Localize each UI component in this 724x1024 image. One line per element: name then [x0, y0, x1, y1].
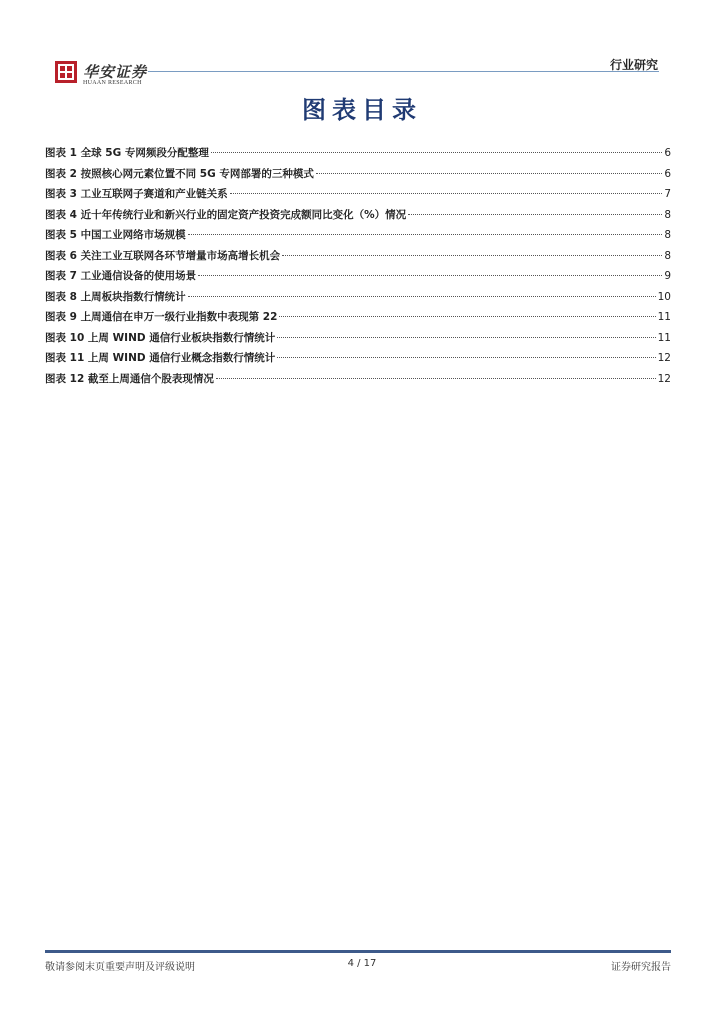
toc-entry-page: 10: [657, 290, 671, 303]
toc-entry[interactable]: [45, 207, 671, 228]
logo-chinese-text: 华安证券: [83, 63, 148, 81]
footer-divider: [45, 950, 671, 953]
toc-entry-page: 11: [657, 311, 671, 323]
toc-entry[interactable]: [45, 350, 671, 371]
toc-leader-dots: [316, 173, 662, 174]
toc-entry-page: 12: [657, 352, 671, 364]
toc-entry[interactable]: [45, 371, 671, 392]
toc-leader-dots: [188, 234, 663, 235]
toc-entry[interactable]: [45, 227, 671, 248]
toc-leader-dots: [230, 193, 663, 194]
toc-leader-dots: [198, 275, 662, 276]
header-divider: [148, 71, 659, 72]
toc-entry-label: 图表 10 上周 WIND 通信行业板块指数行情统计: [45, 331, 276, 344]
toc-entry-label: 图表 2 按照核心网元素位置不同 5G 专网部署的三种模式: [45, 167, 314, 180]
toc-entry-label: 图表 8 上周板块指数行情统计: [45, 290, 186, 303]
logo-english-text: HUAAN RESEARCH: [83, 80, 142, 86]
toc-entry-label: 图表 1 全球 5G 专网频段分配整理: [45, 147, 209, 159]
toc-entry-page: 6: [664, 167, 671, 180]
toc-entry[interactable]: [45, 186, 671, 207]
toc-entry-page: 8: [664, 208, 671, 221]
toc-entry-page: 8: [664, 249, 671, 262]
toc-leader-dots: [188, 296, 656, 297]
toc-leader-dots: [277, 357, 655, 358]
footer-report-type: 证券研究报告: [611, 962, 671, 973]
toc-leader-dots: [277, 337, 655, 338]
toc-leader-dots: [216, 378, 656, 379]
toc-entry[interactable]: [45, 289, 671, 310]
toc-entry[interactable]: [45, 330, 671, 351]
toc-entry-page: 8: [664, 229, 671, 241]
section-label: 行业研究: [609, 58, 658, 72]
toc-leader-dots: [211, 152, 662, 153]
toc-leader-dots: [408, 214, 662, 215]
logo-seal-icon: [55, 61, 77, 83]
toc-entry-page: 11: [657, 331, 671, 344]
toc-entry-label: 图表 5 中国工业网络市场规模: [45, 229, 186, 241]
toc-entry-label: 图表 6 关注工业互联网各环节增量市场高增长机会: [45, 249, 281, 262]
toc-entry[interactable]: [45, 145, 671, 166]
toc-entry[interactable]: [45, 268, 671, 289]
footer-disclaimer: 敬请参阅末页重要声明及评级说明: [45, 962, 195, 973]
toc-entry-label: 图表 11 上周 WIND 通信行业概念指数行情统计: [45, 352, 276, 364]
toc-entry[interactable]: [45, 166, 671, 187]
toc-entry-page: 12: [657, 372, 671, 385]
toc-entry-page: 9: [664, 270, 671, 282]
toc-entry-label: 图表 7 工业通信设备的使用场景: [45, 270, 197, 282]
footer-page-number: 4 / 17: [347, 958, 377, 969]
toc-entry-label: 图表 4 近十年传统行业和新兴行业的固定资产投资完成额同比变化（%）情况: [45, 208, 407, 221]
page-title: 图表目录: [302, 96, 422, 124]
toc-entry-page: 6: [664, 147, 671, 159]
toc-leader-dots: [279, 316, 655, 317]
company-logo: [55, 61, 151, 89]
toc-entry[interactable]: [45, 248, 671, 269]
toc-list: [45, 145, 671, 391]
toc-leader-dots: [282, 255, 662, 256]
toc-entry-label: 图表 12 截至上周通信个股表现情况: [45, 372, 214, 385]
toc-entry[interactable]: [45, 309, 671, 330]
toc-entry-label: 图表 3 工业互联网子赛道和产业链关系: [45, 188, 228, 200]
toc-entry-page: 7: [664, 188, 671, 200]
toc-entry-label: 图表 9 上周通信在申万一级行业指数中表现第 22: [45, 311, 278, 323]
